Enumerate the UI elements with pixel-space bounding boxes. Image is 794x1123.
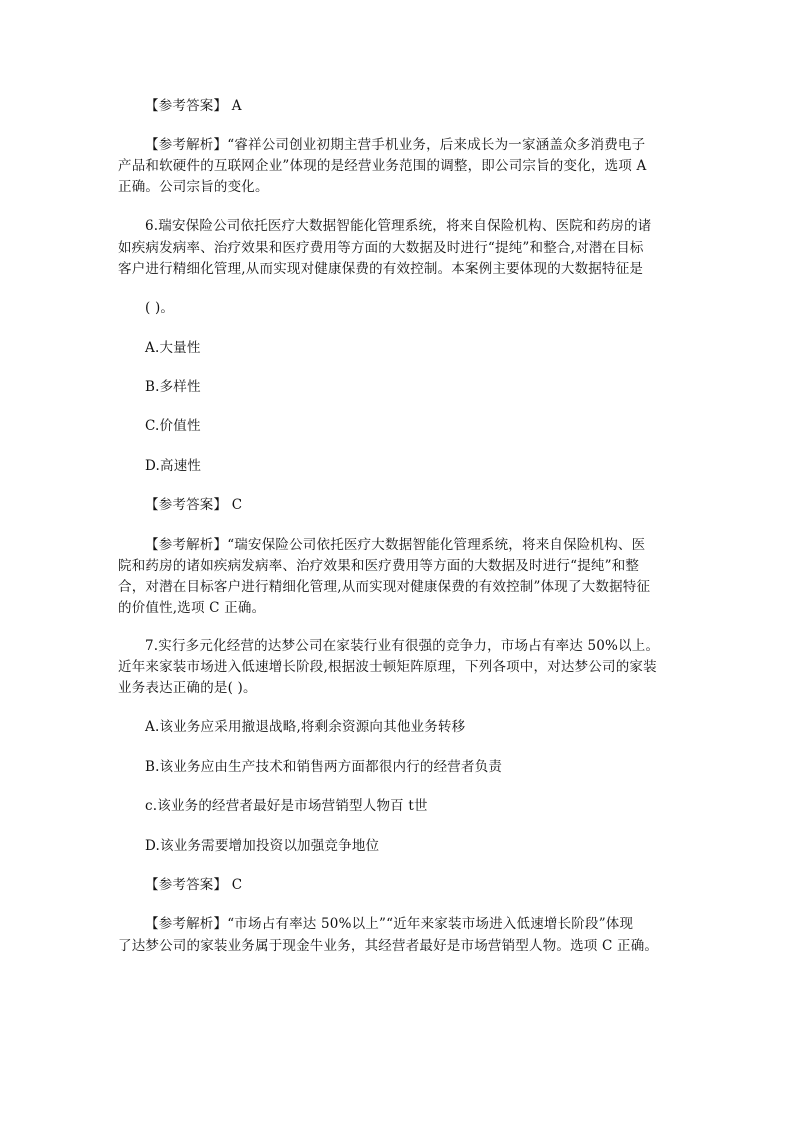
q7-answer: 【参考答案】 C xyxy=(145,877,243,893)
q6-answer: 【参考答案】 C xyxy=(145,497,243,513)
q7-stem-line: 业务表达正确的是( )。 xyxy=(118,680,257,696)
q6-analysis-line: 的价值性,选项 C 正确。 xyxy=(118,600,266,616)
q6-stem-line: 客户进行精细化管理,从而实现对健康保费的有效控制。本案例主要体现的大数据特征是 xyxy=(118,261,644,277)
q5-analysis-line: 【参考解析】“睿祥公司创业初期主营手机业务，后来成长为一家涵盖众多消费电子 xyxy=(145,137,646,153)
q6-analysis-line: 【参考解析】“瑞安保险公司依托医疗大数据智能化管理系统，将来自保险机构、医 xyxy=(145,537,646,553)
q6-option-a: A.大量性 xyxy=(145,340,201,356)
q7-option-c: c.该业务的经营者最好是市场营销型人物百 t世 xyxy=(145,798,428,814)
q7-option-d: D.该业务需要增加投资以加强竞争地位 xyxy=(145,838,380,854)
q7-analysis-line: 了达梦公司的家装业务属于现金牛业务，其经营者最好是市场营销型人物。选项 C 正确。 xyxy=(118,938,659,954)
q6-option-d: D.高速性 xyxy=(145,458,202,474)
q5-answer: 【参考答案】 A xyxy=(145,98,242,114)
q6-stem-line: 6.瑞安保险公司依托医疗大数据智能化管理系统，将来自保险机构、医院和药房的诸 xyxy=(145,218,652,234)
q6-analysis-line: 合，对潜在目标客户进行精细化管理,从而实现对健康保费的有效控制”体现了大数据特征 xyxy=(118,579,651,595)
q5-analysis-line: 产品和软硬件的互联网企业”体现的是经营业务范围的调整，即公司宗旨的变化，选项 A xyxy=(118,158,647,174)
q6-option-c: C.价值性 xyxy=(145,418,201,434)
q5-analysis-line: 正确。公司宗旨的变化。 xyxy=(118,179,269,195)
q6-blank: ( )。 xyxy=(145,300,175,316)
q7-option-b: B.该业务应由生产技术和销售两方面都很内行的经营者负责 xyxy=(145,759,503,775)
q7-stem-line: 7.实行多元化经营的达梦公司在家装行业有很强的竞争力，市场占有率达 50%以上。 xyxy=(145,638,660,654)
q7-option-a: A.该业务应采用撤退战略,将剩余资源向其他业务转移 xyxy=(145,719,466,735)
q7-stem-line: 近年来家装市场进入低速增长阶段,根据波士顿矩阵原理，下列各项中，对达梦公司的家装 xyxy=(118,659,657,675)
q6-option-b: B.多样性 xyxy=(145,379,201,395)
q7-analysis-line: 【参考解析】“市场占有率达 50%以上”“近年来家装市场进入低速增长阶段”体现 xyxy=(145,916,634,932)
q6-stem-line: 如疾病发病率、治疗效果和医疗费用等方面的大数据及时进行“提纯”和整合,对潜在目标 xyxy=(118,240,644,256)
q6-analysis-line: 院和药房的诸如疾病发病率、治疗效果和医疗费用等方面的大数据及时进行“提纯”和整 xyxy=(118,558,640,574)
